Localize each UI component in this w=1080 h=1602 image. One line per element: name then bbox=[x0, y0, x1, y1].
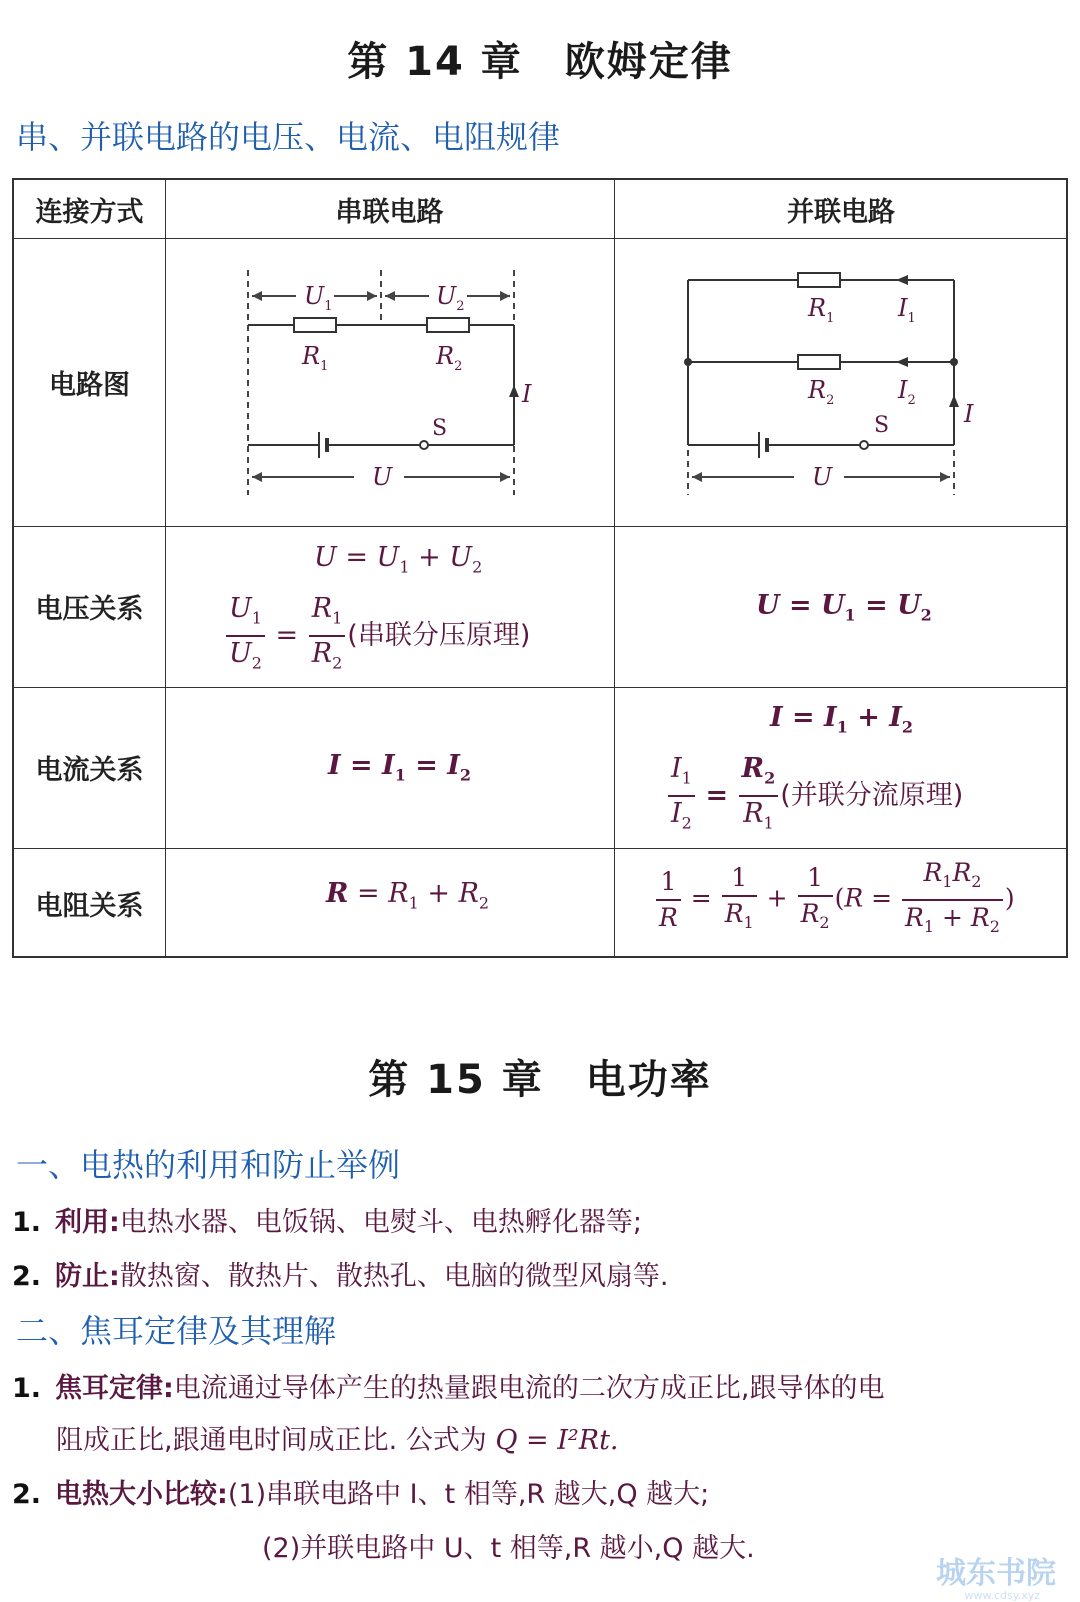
watermark-url: www.cdsy.xyz bbox=[964, 1589, 1040, 1602]
header-parallel: 并联电路 bbox=[787, 196, 895, 228]
series-voltage-sum: $U = U_1 + U_2$ bbox=[314, 542, 483, 577]
header-connection-type: 连接方式 bbox=[35, 196, 144, 228]
list-item-joule-law-cont: 阻成正比,跟通电时间成正比. 公式为 Q = I²Rt. bbox=[56, 1425, 619, 1456]
list-item-joule-law: 1. 焦耳定律:电流通过导体产生的热量跟电流的二次方成正比,跟导体的电 bbox=[12, 1373, 885, 1404]
svg-text:R1: $R_1$ bbox=[808, 294, 835, 326]
header-series: 串联电路 bbox=[335, 196, 444, 228]
parallel-circuit-diagram bbox=[674, 260, 1014, 500]
section-title-joule-law: 二、焦耳定律及其理解 bbox=[16, 1312, 337, 1350]
chapter-15-title: 第 15 章 电功率 bbox=[368, 1057, 712, 1103]
series-circuit-diagram bbox=[224, 260, 564, 500]
parallel-current-sum: $I = I_1 + I_2$ bbox=[770, 702, 914, 737]
chapter-14-title: 第 14 章 欧姆定律 bbox=[347, 39, 733, 85]
row-label-diagram: 电路图 bbox=[49, 369, 130, 401]
svg-text:U2: $U_2$ bbox=[436, 282, 465, 314]
series-voltage-ratio: $\frac{U_1}{U_2}$ = $\frac{R_1}{R_2}$ (串联分压原理) bbox=[224, 592, 530, 681]
list-item-prevention: 2. 防止:散热窗、散热片、散热孔、电脑的微型风扇等. bbox=[12, 1261, 669, 1292]
svg-text:S: S bbox=[432, 416, 448, 441]
series-current-equal: $I = I_1 = I_2$ bbox=[328, 750, 472, 785]
section-title-series-parallel: 串、并联电路的电压、电流、电阻规律 bbox=[16, 118, 561, 156]
list-item-heat-compare: 2. 电热大小比较:(1)串联电路中 I、t 相等,R 越大,Q 越大; bbox=[12, 1479, 710, 1510]
svg-text:U1: $U_1$ bbox=[304, 282, 333, 314]
row-label-voltage: 电压关系 bbox=[35, 594, 144, 625]
section-title-heat-examples: 一、电热的利用和防止举例 bbox=[16, 1146, 401, 1184]
svg-text:I2: $I_2$ bbox=[898, 376, 916, 408]
circuit-rules-table bbox=[12, 178, 1068, 958]
row-label-current: 电流关系 bbox=[35, 755, 144, 786]
svg-text:R1: $R_1$ bbox=[302, 342, 329, 374]
svg-text:I: I bbox=[522, 380, 532, 408]
series-resistance-sum: $R = R_1 + R_2$ bbox=[326, 878, 490, 913]
parallel-voltage-equal: $U = U_1 = U_2$ bbox=[756, 590, 932, 625]
svg-text:I1: $I_1$ bbox=[898, 294, 916, 326]
watermark-logo: 城东书院 bbox=[936, 1556, 1056, 1591]
row-label-resistance: 电阻关系 bbox=[35, 890, 144, 922]
svg-text:S: S bbox=[874, 413, 890, 438]
svg-text:R2: $R_2$ bbox=[436, 342, 463, 374]
svg-text:I: I bbox=[964, 400, 974, 428]
svg-text:R2: $R_2$ bbox=[808, 376, 835, 408]
list-item-utilization: 1. 利用:电热水器、电饭锅、电熨斗、电热孵化器等; bbox=[12, 1207, 642, 1238]
svg-text:U: U bbox=[372, 463, 393, 491]
list-item-heat-compare-cont: (2)并联电路中 U、t 相等,R 越小,Q 越大. bbox=[262, 1533, 755, 1564]
parallel-current-ratio: $\frac{I_1}{I_2}$ = $\frac{R_2}{R_1}$ (并联分流原理) bbox=[666, 752, 963, 841]
svg-text:U: U bbox=[812, 463, 833, 491]
parallel-resistance-formula: $\frac{1}{R}$ = $\frac{1}{R_1}$ + $\frac{1}{R_2}$ (R = $\frac{R_1R_2}{R_1 + R_2}$ ) bbox=[654, 856, 1015, 944]
